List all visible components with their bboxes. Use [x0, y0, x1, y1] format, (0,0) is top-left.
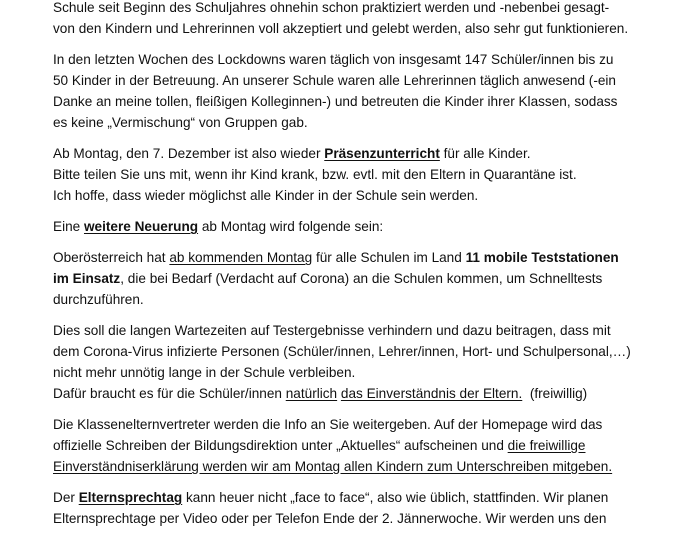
paragraph-test-stations	[53, 247, 693, 310]
underlined-text: das Einverständnis der Eltern.	[340, 386, 523, 401]
text-segment: für alle Kinder.	[439, 146, 531, 161]
text-line: dem Corona-Virus infizierte Personen (Schüler/innen, Lehrer/innen, Hort- und Schulpersonal,…)	[53, 344, 631, 359]
text-segment: offizielle Schreiben der Bildungsdirektion unter „Aktuelles“ aufscheinen und	[53, 438, 508, 453]
emphasis-elternsprechtag: Elternsprechtag	[78, 490, 183, 505]
text-line: Die Klassenelternvertreter werden die Info an Sie weitergeben. Auf der Homepage wird das	[53, 417, 603, 432]
text-line: durchzuführen.	[53, 292, 144, 307]
text-line	[53, 487, 693, 508]
text-segment: , die bei Bedarf (Verdacht auf Corona) an die Schulen kommen, um Schnelltests	[120, 271, 603, 286]
bold-text: 11 mobile Teststationen	[465, 250, 619, 265]
text-line: es keine „Vermischung“ von Gruppen gab.	[53, 115, 308, 130]
text-line	[53, 383, 693, 404]
text-line: Danke an meine tollen, fleißigen Kolleginnen-) und betreuten die Kinder ihrer Klassen, sodass	[53, 94, 618, 109]
bold-text: im Einsatz	[53, 271, 121, 286]
paragraph-class-representatives	[53, 414, 693, 477]
underlined-text: natürlich	[285, 386, 338, 401]
text-line: Bitte teilen Sie uns mit, wenn ihr Kind krank, bzw. evtl. mit den Eltern in Quarantäne ist.	[53, 167, 577, 182]
text-line: In den letzten Wochen des Lockdowns waren täglich von insgesamt 147 Schüler/innen bis zu	[53, 52, 614, 67]
text-line: Schule seit Beginn des Schuljahres ohnehin schon praktiziert werden und -nebenbei gesagt-	[53, 0, 610, 15]
underlined-text: die freiwillige	[507, 438, 586, 453]
text-line: Elternsprechtage per Video oder per Telefon Ende der 2. Jännerwoche. Wir werden uns den	[53, 511, 607, 526]
text-segment: für alle Schulen im Land	[312, 250, 466, 265]
text-line	[53, 143, 693, 164]
text-line	[53, 247, 693, 268]
paragraph-parents-day	[53, 487, 693, 529]
text-line	[53, 268, 693, 289]
text-segment: Eine	[53, 219, 84, 234]
emphasis-weitere-neuerung: weitere Neuerung	[83, 219, 199, 234]
underlined-text: ab kommenden Montag	[169, 250, 313, 265]
text-segment: kann heuer nicht „face to face“, also wie üblich, stattfinden. Wir planen	[182, 490, 609, 505]
text-segment: Der	[53, 490, 79, 505]
text-segment: ab Montag wird folgende sein:	[198, 219, 384, 234]
text-line: nicht mehr unnötig lange in der Schule verbleiben.	[53, 365, 356, 380]
paragraph-presence-teaching	[53, 143, 693, 206]
text-segment: Ab Montag, den 7. Dezember ist also wieder	[53, 146, 325, 161]
text-line: 50 Kinder in der Betreuung. An unserer Schule waren alle Lehrerinnen täglich anwesend (-ein	[53, 73, 616, 88]
text-line: Dies soll die langen Wartezeiten auf Testergebnisse verhindern und dazu beitragen, dass mit	[53, 323, 611, 338]
text-segment: Oberösterreich hat	[53, 250, 170, 265]
text-segment: Dafür braucht es für die Schüler/innen	[53, 386, 286, 401]
letter-body	[53, 0, 693, 539]
paragraph-lockdown	[53, 49, 693, 133]
text-line	[53, 216, 693, 237]
text-line	[53, 435, 693, 456]
paragraph-group-practice	[53, 0, 693, 39]
paragraph-waiting-times	[53, 320, 693, 404]
emphasis-praesenzunterricht: Präsenzunterricht	[324, 146, 440, 161]
underlined-text-line: Einverständniserklärung werden wir am Montag allen Kindern zum Unterschreiben mitgeben.	[53, 459, 613, 474]
paragraph-new-measure	[53, 216, 693, 237]
text-segment: (freiwillig)	[522, 386, 588, 401]
text-line: von den Kindern und Lehrerinnen voll akzeptiert und gelebt werden, also sehr gut funktionieren.	[53, 21, 629, 36]
text-line: Ich hoffe, dass wieder möglichst alle Kinder in der Schule sein werden.	[53, 188, 479, 203]
